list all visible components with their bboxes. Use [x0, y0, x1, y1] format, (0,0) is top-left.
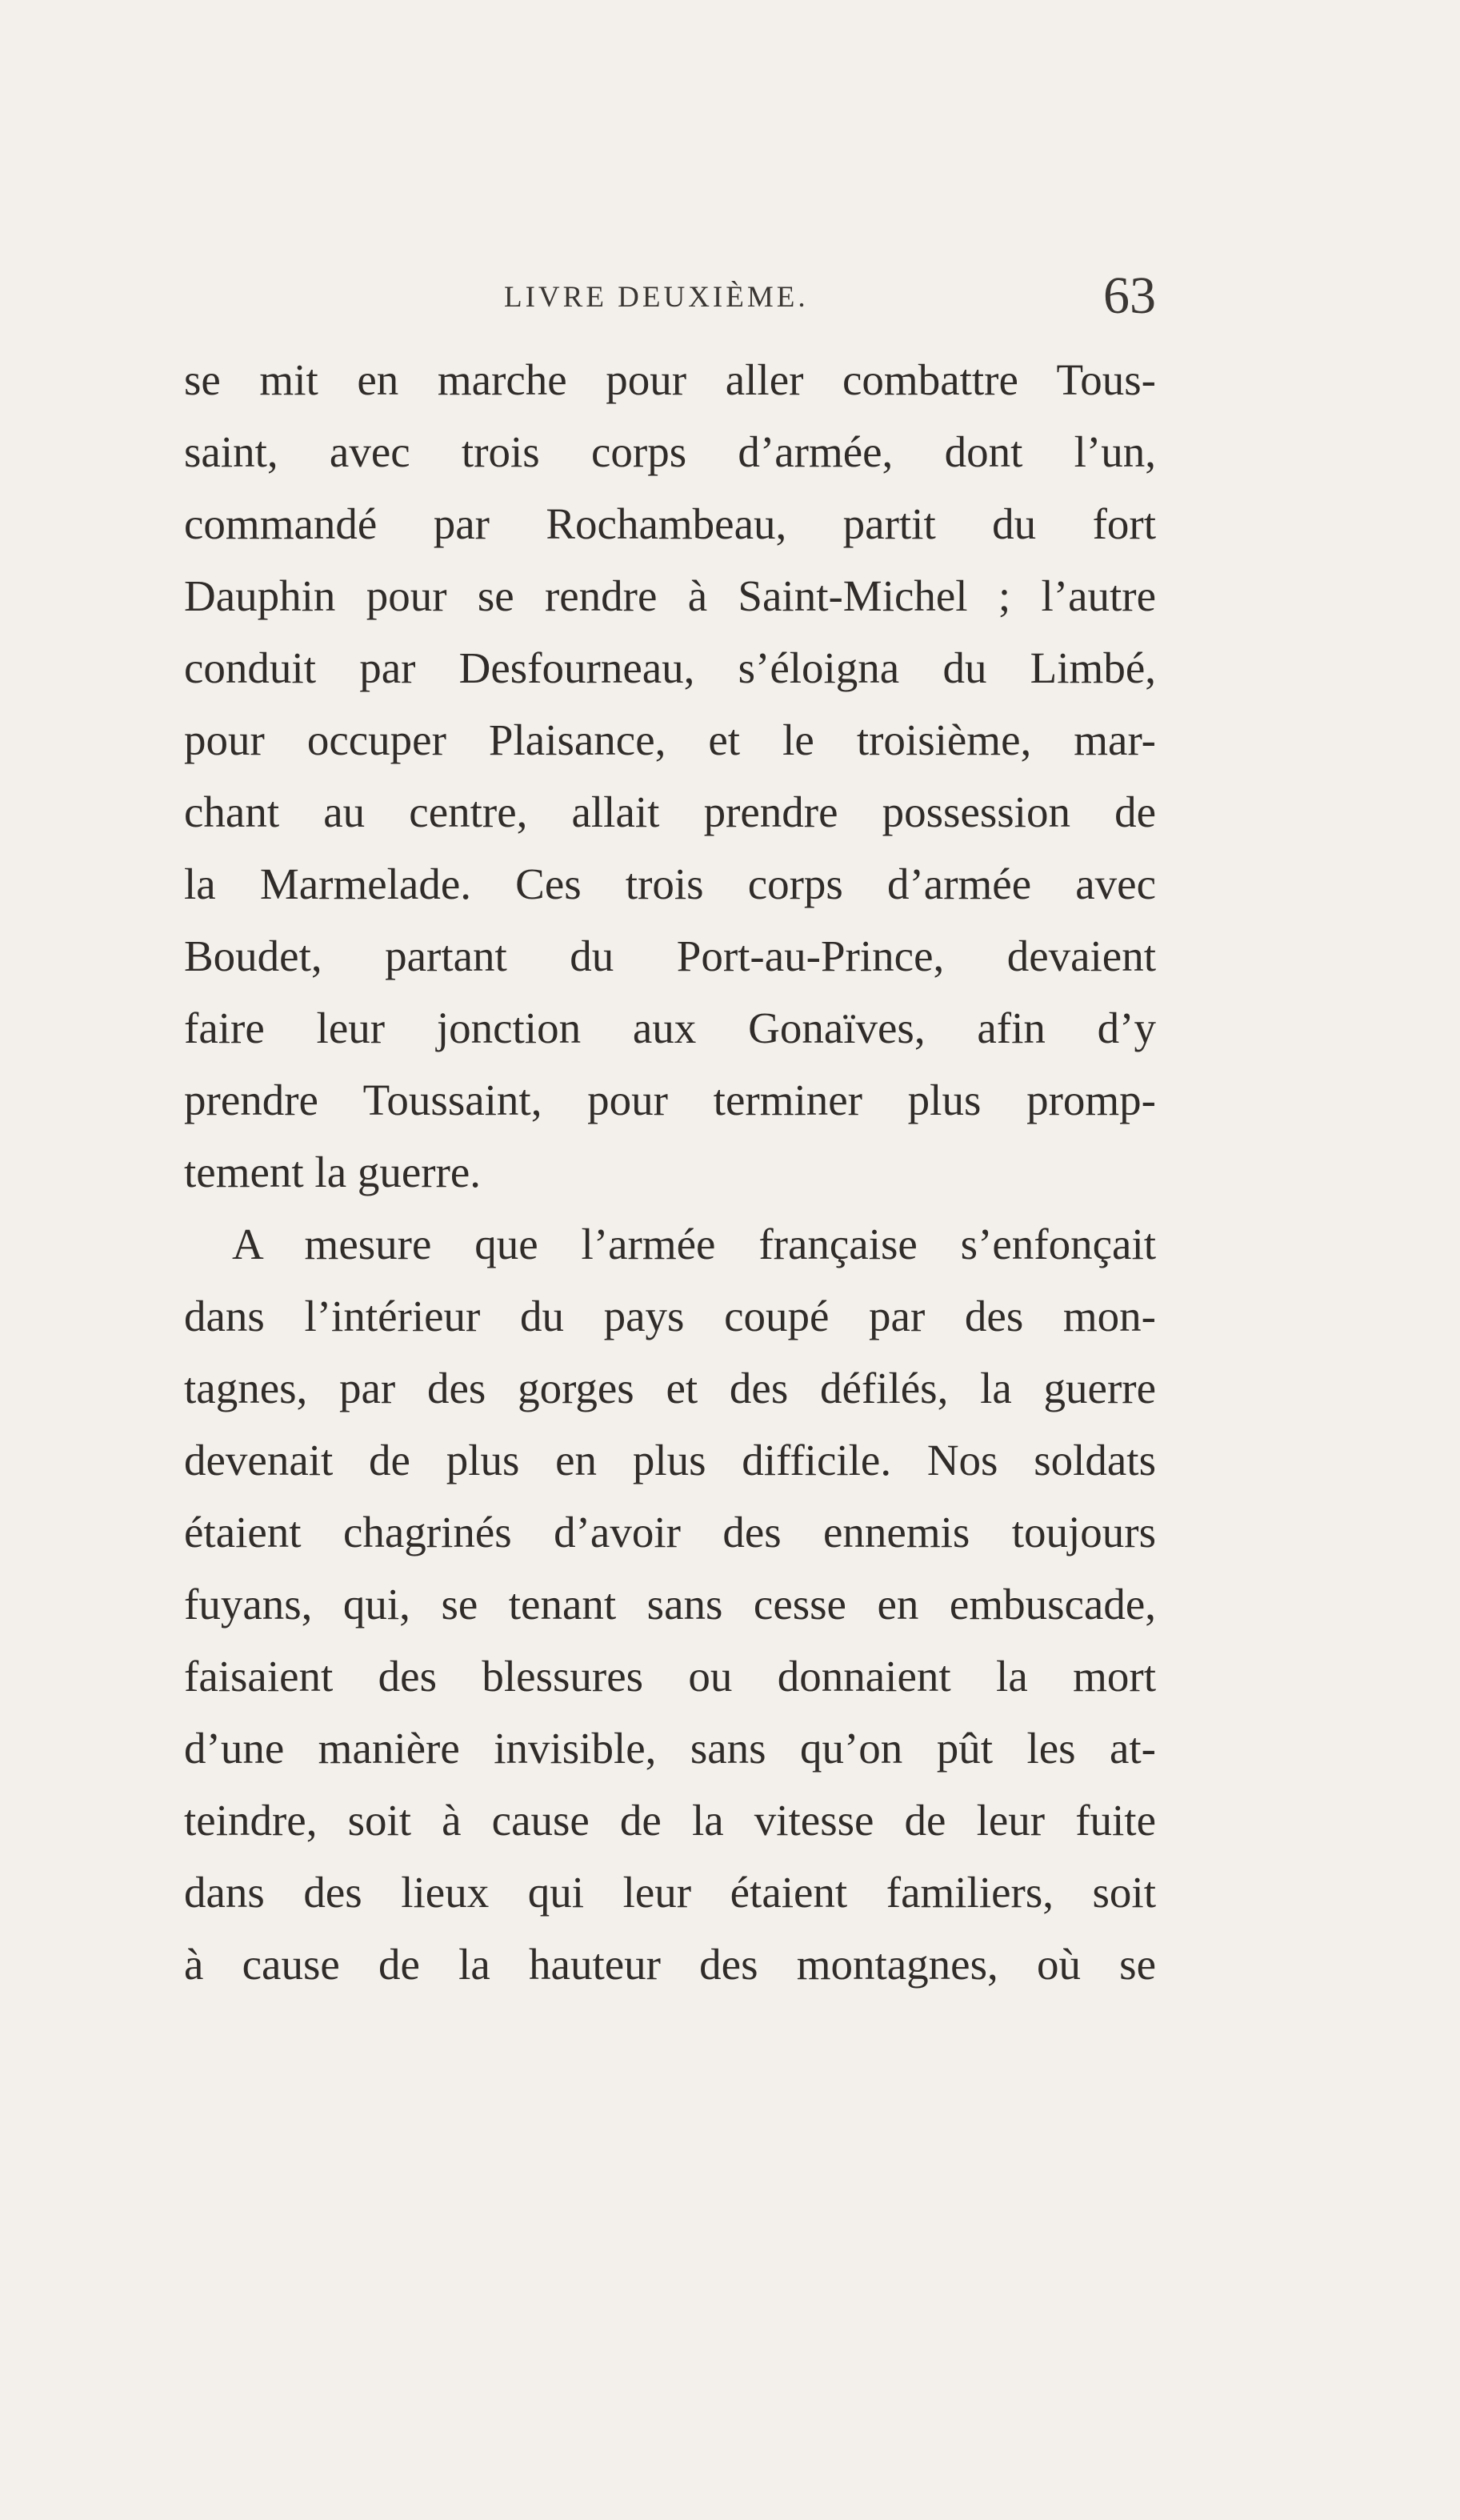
- running-head: [184, 266, 1156, 335]
- text-line: devenait de plus en plus difficile. Nos soldats: [184, 1436, 1156, 1484]
- text-line: tement la guerre.: [184, 1148, 482, 1196]
- text-line: commandé par Rochambeau, partit du fort: [184, 499, 1156, 548]
- text-line: faire leur jonction aux Gonaïves, afin d’y: [184, 1004, 1156, 1052]
- text-line: dans des lieux qui leur étaient familiers, soit: [184, 1868, 1156, 1917]
- text-line: fuyans, qui, se tenant sans cesse en embuscade,: [184, 1580, 1156, 1629]
- text-line: A mesure que l’armée française s’enfonçait: [232, 1220, 1156, 1268]
- text-line: à cause de la hauteur des montagnes, où se: [184, 1940, 1156, 1989]
- text-line: la Marmelade. Ces trois corps d’armée avec: [184, 859, 1156, 908]
- text-line: chant au centre, allait prendre possession de: [184, 787, 1156, 836]
- text-line: saint, avec trois corps d’armée, dont l’un,: [184, 427, 1156, 476]
- text-line: conduit par Desfourneau, s’éloigna du Limbé,: [184, 643, 1156, 692]
- text-line: tagnes, par des gorges et des défilés, la guerre: [184, 1364, 1156, 1412]
- text-line: faisaient des blessures ou donnaient la mort: [184, 1652, 1156, 1701]
- text-line: d’une manière invisible, sans qu’on pût les at-: [184, 1724, 1156, 1773]
- text-line: se mit en marche pour aller combattre Tous-: [184, 355, 1156, 404]
- body-text: [184, 344, 1156, 2001]
- page-number: 63: [1103, 266, 1156, 325]
- text-line: Dauphin pour se rendre à Saint-Michel ; l’autre: [184, 571, 1156, 620]
- chapter-title: LIVRE DEUXIÈME.: [504, 281, 809, 314]
- text-line: Boudet, partant du Port-au-Prince, devaient: [184, 931, 1156, 980]
- text-line: étaient chagrinés d’avoir des ennemis toujours: [184, 1508, 1156, 1556]
- text-line: prendre Toussaint, pour terminer plus promp-: [184, 1076, 1156, 1124]
- text-line: pour occuper Plaisance, et le troisième, mar-: [184, 715, 1156, 764]
- text-line: dans l’intérieur du pays coupé par des mon-: [184, 1292, 1156, 1340]
- text-line: teindre, soit à cause de la vitesse de leur fuite: [184, 1796, 1156, 1845]
